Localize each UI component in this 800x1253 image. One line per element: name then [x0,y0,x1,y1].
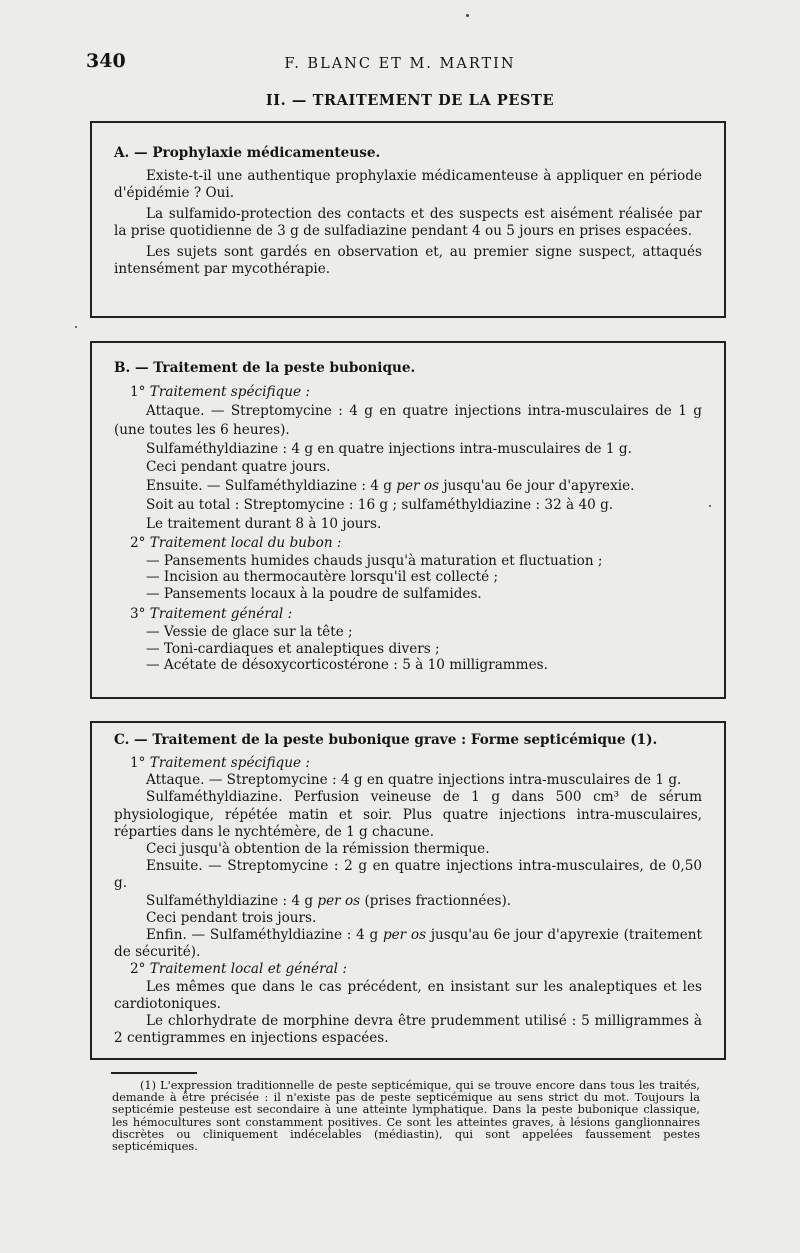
print-speck [75,326,77,328]
box-b-subheading-3 [114,605,702,624]
subheading-number: 1° [130,755,146,771]
box-a-paragraph-1: Existe-t-il une authentique prophylaxie médicamenteuse à appliquer en période d'épidémie ? Oui. [114,168,702,201]
sulfa-text: Sulfaméthyldiazine : 4 g [146,892,314,909]
box-c-attaque: Attaque. — Streptomycine : 4 g en quatre injections intra-musculaires de 1 g. [146,772,682,789]
local-item: — Pansements humides chauds jusqu'à maturation et fluctuation ; [146,552,603,569]
box-a-paragraph-2: La sulfamido-protection des contacts et des suspects est aisément réalisée par la prise quotidienne de 3 g de sulfadiazine pendant 4 ou 5 jours en prises espacées. [114,206,702,239]
enfin-end: jusqu'au 6e jour d'apyrexie (traitement de sécurité). [114,927,702,961]
subheading-number: 3° [130,606,146,623]
box-b-subheading-1 [114,383,702,402]
box-c-sulfa [114,893,702,910]
footnote-rule [111,1072,197,1074]
box-c-subheading-2 [114,961,702,978]
box-c-morphine: Le chlorhydrate de morphine devra être prudemment utilisé : 5 milligrammes à 2 centigrammes en injections espacées. [114,1013,702,1047]
box-b-ensuite [114,477,702,496]
per-os: per os [396,478,439,495]
local-item: — Pansements locaux à la poudre de sulfamides. [146,585,482,602]
box-b-ceci: Ceci pendant quatre jours. [146,459,331,476]
box-a-paragraph-3: Les sujets sont gardés en observation et, au premier signe suspect, attaqués intensément par mycothérapie. [114,244,702,277]
box-b-total: Soit au total : Streptomycine : 16 g ; sulfaméthyldiazine : 32 à 40 g. [146,496,614,513]
box-c-perfusion: Sulfaméthyldiazine. Perfusion veineuse de 1 g dans 500 cm³ de sérum physiologique, répétée matin et soir. Plus quatre injections intra-musculaires, réparties dans le nychtémère, de 1 g chacune. [114,789,702,840]
subheading-number: 1° [130,384,146,400]
box-c-memes: Les mêmes que dans le cas précédent, en insistant sur les analeptiques et les cardiotoniques. [114,978,702,1012]
subheading-title: Traitement général : [149,606,293,623]
box-c-enfin [114,927,702,961]
subheading-title: Traitement local du bubon : [149,534,342,551]
box-b-subheading-2 [114,534,702,553]
box-peste-bubonique [90,341,726,699]
page-number: 340 [86,50,126,72]
box-b-duree: Le traitement durant 8 à 10 jours. [146,515,382,532]
box-c-ensuite: Ensuite. — Streptomycine : 2 g en quatre injections intra-musculaires, de 0,50 g. [114,858,702,892]
box-forme-septicemique [90,721,726,1060]
per-os: per os [317,892,361,909]
sulfa-end: (prises fractionnées). [364,892,512,909]
box-c-trois: Ceci pendant trois jours. [146,909,317,926]
box-a-heading: A. — Prophylaxie médicamenteuse. [114,145,381,161]
local-item: — Incision au thermocautère lorsqu'il est collecté ; [146,569,499,586]
box-b-heading: B. — Traitement de la peste bubonique. [114,360,416,376]
subheading-title: Traitement spécifique : [149,384,310,400]
subheading-number: 2° [130,961,146,978]
subheading-number: 2° [130,534,146,551]
enfin-text: Enfin. — Sulfaméthyldiazine : 4 g [146,927,379,944]
general-item: — Toni-cardiaques et analeptiques divers ; [146,640,440,657]
per-os: per os [382,927,427,944]
box-b-attaque: Attaque. — Streptomycine : 4 g en quatre injections intra-musculaires de 1 g (une toutes les 6 heures). [114,403,702,438]
ensuite-end: jusqu'au 6e jour d'apyrexie. [443,478,635,495]
print-speck [709,505,711,507]
box-prophylaxie [90,121,726,318]
section-title: II. — TRAITEMENT DE LA PESTE [265,92,555,109]
box-c-subheading-1 [114,755,702,772]
print-speck [466,14,469,17]
ensuite-text: Ensuite. — Sulfaméthyldiazine : 4 g [146,478,392,495]
box-c-heading: C. — Traitement de la peste bubonique grave : Forme septicémique (1). [114,732,658,748]
box-b-sulfa: Sulfaméthyldiazine : 4 g en quatre injections intra-musculaires de 1 g. [146,440,632,457]
subheading-title: Traitement spécifique : [149,755,310,771]
footnote [112,1080,700,1153]
subheading-title: Traitement local et général : [149,961,347,978]
box-c-remission: Ceci jusqu'à obtention de la rémission thermique. [146,841,490,858]
running-head: F. BLANC ET M. MARTIN [284,56,516,72]
general-item: — Acétate de désoxycorticostérone : 5 à 10 milligrammes. [146,657,548,674]
footnote-text: (1) L'expression traditionnelle de peste septicémique, qui se trouve encore dans tous les traités, demande à être précisée : il n'existe pas de peste septicémique au sens strict du mot. Toujours la septicémie pesteuse est secondaire à une atteinte lymphatique. Dans la peste bubonique classique, les hémocultures sont constamment positives. Ce sont les atteintes graves, à lésions ganglionnaires discrètes ou cliniquement indécelables (médiastin), qui sont appelées faussement pestes septicémiques. [112,1079,700,1154]
general-item: — Vessie de glace sur la tête ; [146,624,353,641]
